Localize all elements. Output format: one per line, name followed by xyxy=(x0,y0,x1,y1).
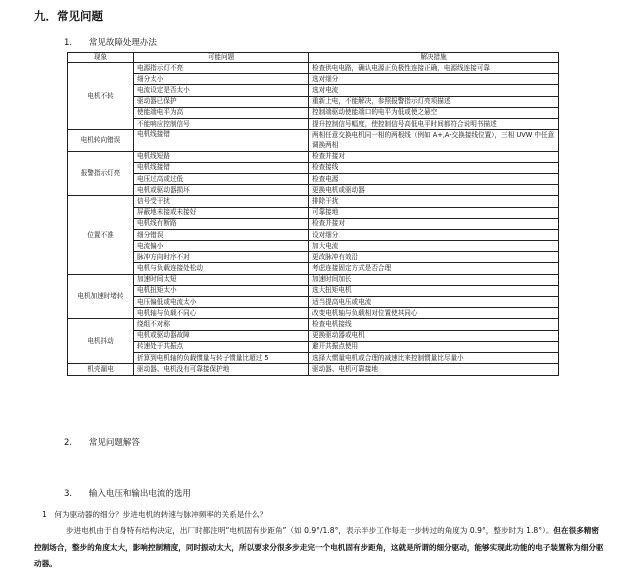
fault-table xyxy=(67,52,559,376)
solution-cell: 提升控制信号幅度，使控制信号高低电平时间都符合说明书描述 xyxy=(309,118,559,129)
solution-cell: 选对细分 xyxy=(309,74,559,85)
subsection-1-number: 1. xyxy=(64,38,73,48)
solution-cell: 检查供电电路，确认电源正负极性连接正确，电源线连接可靠 xyxy=(309,63,559,74)
solution-cell: 检查电机接线 xyxy=(309,319,559,330)
table-row xyxy=(68,130,559,151)
solution-cell: 更换驱动器或电机 xyxy=(309,330,559,341)
subsection-3 xyxy=(64,487,191,499)
solution-cell: 考虑连接固定方式是否合理 xyxy=(309,263,559,274)
possible-problem-cell: 电压偏低或电流太小 xyxy=(134,297,309,308)
faq-answer xyxy=(34,523,606,573)
table-row xyxy=(68,63,559,74)
possible-problem-cell: 信号受干扰 xyxy=(134,196,309,207)
header-solution: 解决措施 xyxy=(309,53,559,63)
possible-problem-cell: 绕组不对称 xyxy=(134,319,309,330)
subsection-2-number: 2. xyxy=(64,438,73,448)
header-phenomenon: 现象 xyxy=(68,53,134,63)
possible-problem-cell: 电源指示灯不亮 xyxy=(134,63,309,74)
subsection-2-label: 常见问题解答 xyxy=(88,438,140,448)
table-row xyxy=(68,118,559,129)
table-row xyxy=(68,107,559,118)
phenomenon-cell: 电机转向错误 xyxy=(68,130,134,151)
faq-answer-part-2: 但在很多精密控制场合，整步的角度太大，影响控制精度，同时振动太大，所以要求分很多步走完一个电机固有步距角，这就是所谓的细分驱动，能够实现此功能的电子装置称为细分驱动器。 xyxy=(34,526,604,568)
table-header-row xyxy=(68,53,559,63)
table-row xyxy=(68,96,559,107)
solution-cell: 检查并接对 xyxy=(309,151,559,162)
solution-cell: 控制端驱动使能端口的电平为低或使之悬空 xyxy=(309,107,559,118)
table-row xyxy=(68,274,559,285)
solution-cell: 排除干扰 xyxy=(309,196,559,207)
table-row xyxy=(68,151,559,162)
subsection-2 xyxy=(64,436,140,448)
possible-problem-cell: 电机扭矩太小 xyxy=(134,285,309,296)
faq-answer-part-1: 步进电机由于自身特有结构决定，出厂时都注明“电机固有步距角”（如 0.9°/1.8°，表示半步工作每走一步转过的角度为 0.9°，整步时为 1.8°）。 xyxy=(66,526,554,535)
solution-cell: 选大扭矩电机 xyxy=(309,285,559,296)
subsection-1 xyxy=(64,36,157,48)
table-row xyxy=(68,330,559,341)
table-row xyxy=(68,185,559,196)
table-row xyxy=(68,341,559,352)
table-row xyxy=(68,229,559,240)
subsection-1-label: 常见故障处理办法 xyxy=(88,38,157,48)
solution-cell: 重新上电，不能解决，参照报警指示灯亮项描述 xyxy=(309,96,559,107)
table-row xyxy=(68,85,559,96)
possible-problem-cell: 脉冲方向时序不对 xyxy=(134,252,309,263)
solution-cell: 避开共振点使用 xyxy=(309,341,559,352)
solution-cell: 更改脉冲有效沿 xyxy=(309,252,559,263)
solution-cell: 两相任意交换电机同一相的两根线（例如 A+,A-交换接线位置），三相 UVW 中任意调换两相 xyxy=(309,130,559,151)
table-row xyxy=(68,218,559,229)
solution-cell: 改变电机轴与负载相对位置使其同心 xyxy=(309,308,559,319)
solution-cell: 可靠接地 xyxy=(309,207,559,218)
solution-cell: 选择大惯量电机或合理的减速比来控制惯量比尽量小 xyxy=(309,352,559,363)
possible-problem-cell: 电机与负载连接处松动 xyxy=(134,263,309,274)
solution-cell: 检查电源 xyxy=(309,173,559,184)
header-possible-problem: 可能问题 xyxy=(134,53,309,63)
possible-problem-cell: 电机线有断路 xyxy=(134,218,309,229)
faq-question: 1 何为驱动器的细分？步进电机的转速与脉冲频率的关系是什么？ xyxy=(42,510,268,519)
possible-problem-cell: 加速时间太短 xyxy=(134,274,309,285)
possible-problem-cell: 电机轴与负载不同心 xyxy=(134,308,309,319)
possible-problem-cell: 折算到电机轴的负载惯量与转子惯量比超过 5 xyxy=(134,352,309,363)
phenomenon-cell: 报警指示灯亮 xyxy=(68,151,134,196)
possible-problem-cell: 电流偏小 xyxy=(134,241,309,252)
possible-problem-cell: 电机线短路 xyxy=(134,151,309,162)
table-row xyxy=(68,319,559,330)
table-row xyxy=(68,297,559,308)
solution-cell: 更换电机或驱动器 xyxy=(309,185,559,196)
table-row xyxy=(68,173,559,184)
phenomenon-cell: 位置不准 xyxy=(68,196,134,274)
subsection-3-number: 3. xyxy=(64,489,73,499)
table-row xyxy=(68,263,559,274)
section-title: 九．常见问题 xyxy=(34,9,103,23)
possible-problem-cell: 电机线接错 xyxy=(134,162,309,173)
table-row xyxy=(68,308,559,319)
possible-problem-cell: 使能端电平为高 xyxy=(134,107,309,118)
fault-table-body xyxy=(68,63,559,376)
possible-problem-cell: 驱动器已保护 xyxy=(134,96,309,107)
possible-problem-cell: 电机或驱动器损坏 xyxy=(134,185,309,196)
solution-cell: 适当提高电压或电流 xyxy=(309,297,559,308)
possible-problem-cell: 驱动器、电机没有可靠接保护地 xyxy=(134,364,309,376)
solution-cell: 检查并接对 xyxy=(309,218,559,229)
possible-problem-cell: 屏蔽地未接或未接好 xyxy=(134,207,309,218)
solution-cell: 加速时间加长 xyxy=(309,274,559,285)
table-row xyxy=(68,74,559,85)
table-row xyxy=(68,196,559,207)
table-row xyxy=(68,352,559,363)
phenomenon-cell: 电机加速时堵转 xyxy=(68,274,134,319)
table-row xyxy=(68,252,559,263)
solution-cell: 加大电流 xyxy=(309,241,559,252)
possible-problem-cell: 电流设定是否太小 xyxy=(134,85,309,96)
phenomenon-cell: 电机不转 xyxy=(68,63,134,130)
possible-problem-cell: 电机线接错 xyxy=(134,130,309,151)
phenomenon-cell: 电机抖动 xyxy=(68,319,134,364)
table-row xyxy=(68,285,559,296)
possible-problem-cell: 转速处于共振点 xyxy=(134,341,309,352)
solution-cell: 选对电流 xyxy=(309,85,559,96)
possible-problem-cell: 不能响应控制信号 xyxy=(134,118,309,129)
table-row xyxy=(68,162,559,173)
possible-problem-cell: 电压过高或过低 xyxy=(134,173,309,184)
solution-cell: 驱动器、电机可靠接地 xyxy=(309,364,559,376)
subsection-3-label: 输入电压和输出电流的选用 xyxy=(88,489,191,499)
solution-cell: 检查接线 xyxy=(309,162,559,173)
table-row xyxy=(68,241,559,252)
possible-problem-cell: 细分错误 xyxy=(134,229,309,240)
table-row xyxy=(68,364,559,376)
possible-problem-cell: 细分太小 xyxy=(134,74,309,85)
table-row xyxy=(68,207,559,218)
solution-cell: 设对细分 xyxy=(309,229,559,240)
possible-problem-cell: 电机或驱动器故障 xyxy=(134,330,309,341)
phenomenon-cell: 机壳漏电 xyxy=(68,364,134,376)
